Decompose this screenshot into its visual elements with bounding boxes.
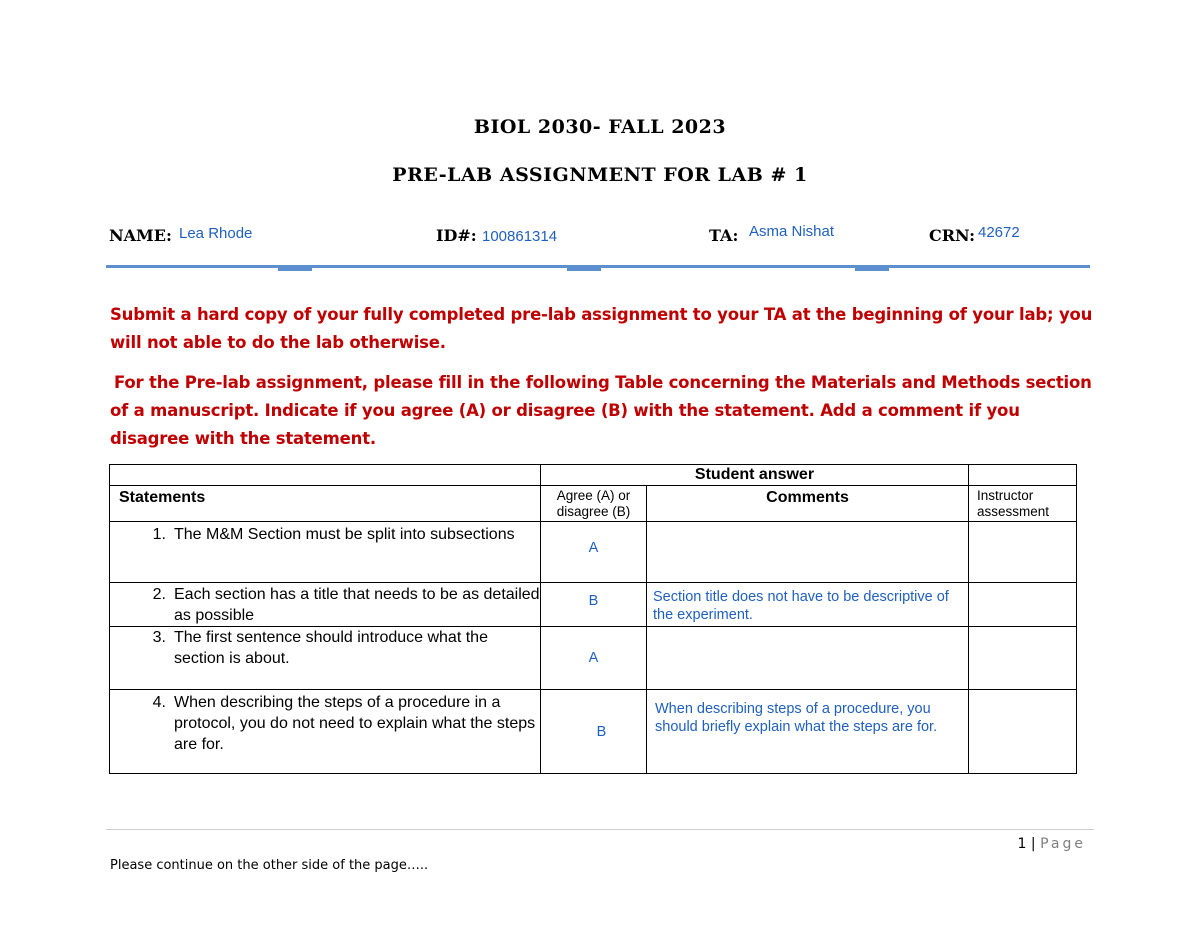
assignment-title: PRE-LAB ASSIGNMENT FOR LAB # 1: [392, 164, 808, 186]
comment-cell[interactable]: [647, 522, 969, 583]
page-number: [1018, 836, 1086, 852]
header-blank-cell: [969, 465, 1077, 486]
instruction-submit: Submit a hard copy of your fully completed pre-lab assignment to your TA at the beginning of your lab; you will not able to do the lab otherwise.: [110, 305, 1093, 352]
ta-value[interactable]: Asma Nishat: [749, 223, 835, 240]
comment-text: Section title does not have to be descriptive of the experiment.: [653, 589, 949, 623]
crn-value[interactable]: 42672: [978, 224, 1020, 241]
crn-label: CRN:: [929, 226, 975, 245]
header-student-answer: [541, 465, 969, 486]
row-number: 4.: [152, 694, 166, 711]
statement-text: The M&M Section must be split into subsections: [174, 526, 515, 543]
answer-value: B: [596, 724, 607, 740]
instructor-cell[interactable]: [969, 690, 1077, 774]
page-word: Page: [1040, 836, 1086, 852]
id-label: ID#:: [436, 226, 477, 245]
agree-label: Agree (A) or disagree (B): [556, 488, 631, 519]
page-number-value: 1: [1017, 836, 1027, 852]
answer-value: A: [588, 650, 599, 666]
footer-rule: [106, 829, 1094, 830]
name-value[interactable]: Lea Rhode: [179, 225, 253, 242]
header-statements: [110, 486, 541, 522]
row-number: 3.: [152, 629, 166, 646]
statement-text: Each section has a title that needs to be as detailed as possible: [174, 586, 540, 624]
continue-note: Please continue on the other side of the page…..: [110, 858, 429, 873]
answer-cell[interactable]: [541, 583, 647, 627]
rule-segment: [855, 268, 889, 271]
statement-text: The first sentence should introduce what the section is about.: [174, 629, 488, 667]
header-comments: [647, 486, 969, 522]
instructor-cell[interactable]: [969, 627, 1077, 690]
comment-cell[interactable]: [647, 690, 969, 774]
rule-segment: [278, 268, 312, 271]
table-row: [110, 627, 1077, 690]
ta-label: TA:: [709, 226, 739, 245]
course-title: BIOL 2030- FALL 2023: [473, 116, 727, 138]
header-instructor: [969, 486, 1077, 522]
header-blank-cell: [110, 465, 541, 486]
statement-cell: [110, 690, 541, 774]
comment-text: When describing steps of a procedure, you should briefly explain what the steps are for.: [655, 701, 938, 735]
name-label: NAME:: [109, 226, 172, 245]
table-row: [110, 583, 1077, 627]
answer-cell[interactable]: [541, 627, 647, 690]
row-number: 2.: [152, 586, 166, 603]
instructor-label: Instructor assessment: [977, 488, 1050, 519]
statement-cell: [110, 627, 541, 690]
statement-text: When describing the steps of a procedure in a protocol, you do not need to explain what the steps are for.: [174, 694, 536, 753]
answer-value: B: [588, 593, 599, 609]
table-row: [110, 690, 1077, 774]
page-separator: |: [1030, 836, 1036, 852]
statement-cell: [110, 583, 541, 627]
instructor-cell[interactable]: [969, 583, 1077, 627]
header-agree: [541, 486, 647, 522]
answer-cell[interactable]: [541, 690, 647, 774]
comment-cell[interactable]: [647, 583, 969, 627]
table-row: [110, 522, 1077, 583]
comments-label: Comments: [766, 489, 849, 506]
statement-cell: [110, 522, 541, 583]
comment-cell[interactable]: [647, 627, 969, 690]
student-answer-label: Student answer: [694, 466, 815, 483]
instructor-cell[interactable]: [969, 522, 1077, 583]
statements-label: Statements: [119, 489, 206, 506]
statements-table: [109, 464, 1077, 774]
answer-cell[interactable]: [541, 522, 647, 583]
rule-segment: [567, 268, 601, 271]
answer-value: A: [588, 540, 599, 556]
id-value[interactable]: 100861314: [482, 228, 558, 245]
instruction-table: For the Pre-lab assignment, please fill in the following Table concerning the Materials and Methods section of a manuscript. Indicate if you agree (A) or disagree (B) with the statement. Add a comment if you disagree with the statement.: [110, 373, 1092, 448]
row-number: 1.: [152, 526, 166, 543]
